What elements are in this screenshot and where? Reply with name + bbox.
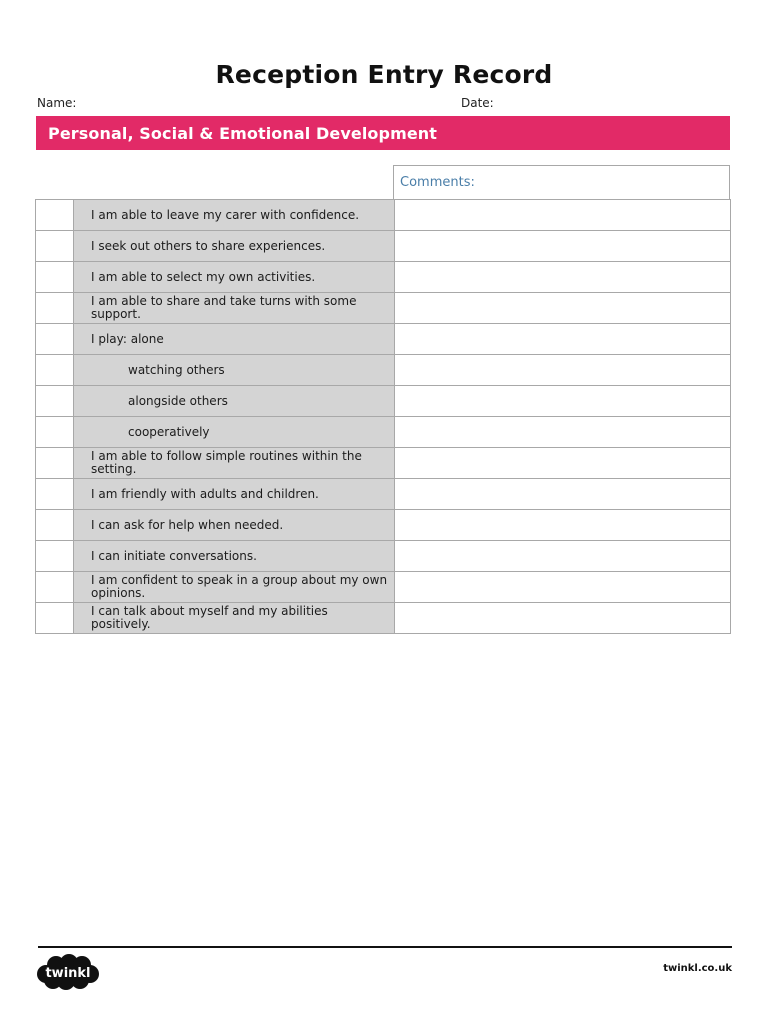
- checkbox-cell[interactable]: [36, 386, 74, 417]
- comments-header: [393, 165, 730, 200]
- comment-cell[interactable]: [395, 603, 731, 634]
- table-row: [36, 479, 731, 510]
- checkbox-cell[interactable]: [36, 417, 74, 448]
- table-row: [36, 572, 731, 603]
- comment-cell[interactable]: [395, 231, 731, 262]
- table-row: [36, 200, 731, 231]
- checkbox-cell[interactable]: [36, 479, 74, 510]
- footer-divider: [38, 946, 732, 948]
- checkbox-cell[interactable]: [36, 231, 74, 262]
- statement-cell: cooperatively: [74, 417, 395, 448]
- table-row: [36, 417, 731, 448]
- statement-cell: I am able to select my own activities.: [74, 262, 395, 293]
- statement-cell: I can talk about myself and my abilities positively.: [74, 603, 395, 634]
- checkbox-cell[interactable]: [36, 448, 74, 479]
- checkbox-cell[interactable]: [36, 293, 74, 324]
- section-banner: [36, 116, 730, 150]
- comment-cell[interactable]: [395, 355, 731, 386]
- comment-cell[interactable]: [395, 324, 731, 355]
- checkbox-cell[interactable]: [36, 200, 74, 231]
- checkbox-cell[interactable]: [36, 603, 74, 634]
- section-title: Personal, Social & Emotional Development: [48, 123, 438, 143]
- name-label: Name:: [37, 96, 77, 110]
- comment-cell[interactable]: [395, 262, 731, 293]
- table-row: [36, 324, 731, 355]
- statement-cell: I am able to follow simple routines within the setting.: [74, 448, 395, 479]
- statement-cell: I can ask for help when needed.: [74, 510, 395, 541]
- table-row: [36, 448, 731, 479]
- record-table-body: [36, 200, 731, 634]
- statement-cell: I am friendly with adults and children.: [74, 479, 395, 510]
- statement-cell: I am able to share and take turns with some support.: [74, 293, 395, 324]
- comment-cell[interactable]: [395, 541, 731, 572]
- table-row: [36, 386, 731, 417]
- statement-cell: I play: alone: [74, 324, 395, 355]
- comment-cell[interactable]: [395, 510, 731, 541]
- comments-label: Comments:: [400, 175, 475, 190]
- record-table: [35, 199, 731, 634]
- checkbox-cell[interactable]: [36, 572, 74, 603]
- comment-cell[interactable]: [395, 479, 731, 510]
- statement-cell: I am confident to speak in a group about my own opinions.: [74, 572, 395, 603]
- table-row: [36, 262, 731, 293]
- statement-cell: I seek out others to share experiences.: [74, 231, 395, 262]
- checkbox-cell[interactable]: [36, 324, 74, 355]
- table-row: [36, 293, 731, 324]
- table-row: [36, 231, 731, 262]
- table-row: [36, 355, 731, 386]
- table-row: [36, 541, 731, 572]
- checkbox-cell[interactable]: [36, 355, 74, 386]
- checkbox-cell[interactable]: [36, 262, 74, 293]
- checkbox-cell[interactable]: [36, 541, 74, 572]
- twinkl-logo: [36, 954, 100, 990]
- comment-cell[interactable]: [395, 200, 731, 231]
- date-label: Date:: [461, 96, 494, 110]
- statement-cell: I am able to leave my carer with confidence.: [74, 200, 395, 231]
- comment-cell[interactable]: [395, 386, 731, 417]
- comment-cell[interactable]: [395, 293, 731, 324]
- statement-cell: watching others: [74, 355, 395, 386]
- comment-cell[interactable]: [395, 417, 731, 448]
- comment-cell[interactable]: [395, 448, 731, 479]
- checkbox-cell[interactable]: [36, 510, 74, 541]
- statement-cell: alongside others: [74, 386, 395, 417]
- comment-cell[interactable]: [395, 572, 731, 603]
- logo-text: twinkl: [45, 966, 91, 981]
- table-row: [36, 510, 731, 541]
- statement-cell: I can initiate conversations.: [74, 541, 395, 572]
- footer-url: twinkl.co.uk: [663, 963, 732, 974]
- page-title: Reception Entry Record: [215, 60, 553, 89]
- table-row: [36, 603, 731, 634]
